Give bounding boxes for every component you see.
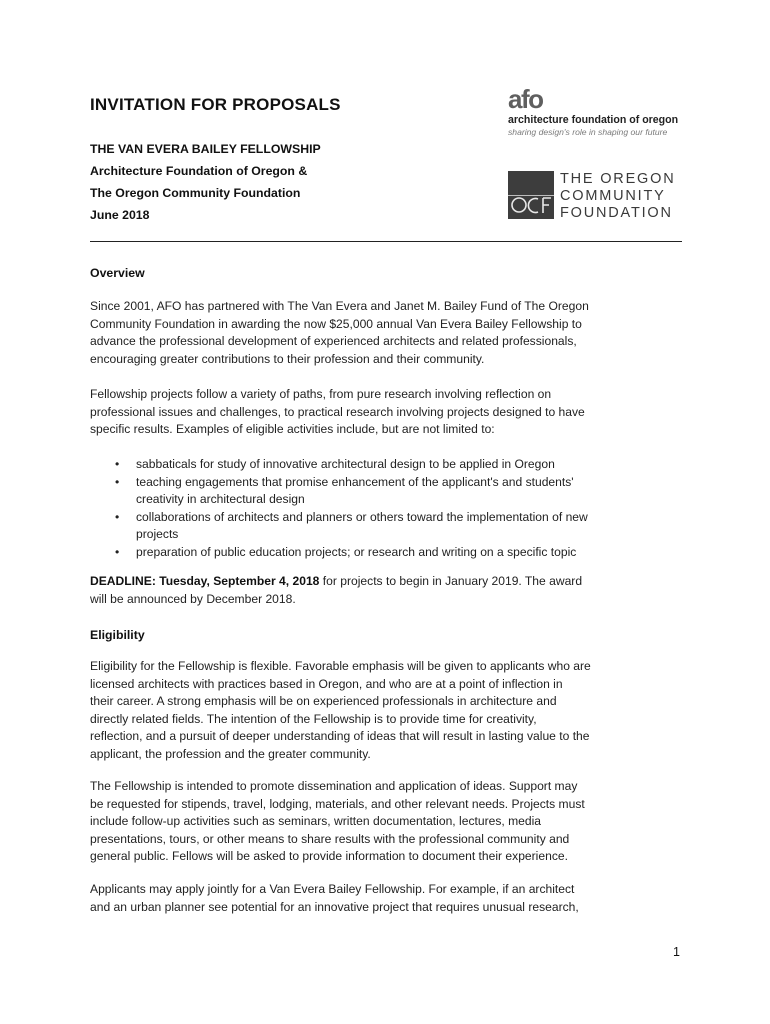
text-line [90,573,682,591]
text-line: include follow-up activities such as seminars, written documentation, lectures, media [90,814,542,828]
afo-logo-mark: afo [508,84,543,114]
overview-paragraph-2 [90,386,682,439]
document-title: INVITATION FOR PROPOSALS [90,95,341,114]
list-item [112,544,684,562]
eligibility-paragraph-1 [90,658,682,763]
text-line: will be announced by December 2018. [90,591,296,606]
ocf-logo-line-3: FOUNDATION [560,205,673,221]
text-line: projects [136,527,179,541]
org-line-2: The Oregon Community Foundation [90,186,301,200]
text-line: directly related fields. The intention of the Fellowship is to provide time for creativity, [90,711,537,726]
eligibility-paragraph-2 [90,778,682,866]
fellowship-name: THE VAN EVERA BAILEY FELLOWSHIP [90,142,321,156]
text-line: Since 2001, AFO has partnered with The Van Evera and Janet M. Bailey Fund of The Oregon [90,299,589,313]
ocf-logo-mark-icon [508,171,554,219]
text-line: Fellowship projects follow a variety of paths, from pure research involving reflection on [90,387,552,401]
bullet-icon: • [115,457,120,471]
text-line: be requested for stipends, travel, lodging, materials, and other relevant needs. Projects must [90,796,585,811]
bullet-icon: • [115,474,120,489]
text-line: and an urban planner see potential for an innovative project that requires unusual research, [90,899,579,914]
text-line: presentations, tours, or other means to share results with the professional community and [90,831,570,846]
text-line: general public. Fellows will be asked to provide information to document their experience. [90,849,568,863]
afo-logo-tagline: sharing design's role in shaping our future [508,127,668,137]
ocf-logo-line-2: COMMUNITY [560,188,666,204]
bullet-icon: • [115,509,120,524]
text-line: applicant, the profession and the greater community. [90,746,371,761]
text-line: teaching engagements that promise enhancement of the applicant's and students' [136,474,574,489]
text-line: The Fellowship is intended to promote dissemination and application of ideas. Support may [90,779,578,793]
text-line: licensed architects with practices based in Oregon, and who are at a point of inflection in [90,676,563,691]
bullet-icon: • [115,544,120,559]
text-line: Eligibility for the Fellowship is flexible. Favorable emphasis will be given to applicants who are [90,659,591,673]
afo-logo [508,86,683,142]
eligibility-heading: Eligibility [90,628,145,642]
text-line: preparation of public education projects; or research and writing on a specific topic [136,544,577,559]
list-item [112,474,684,509]
ocf-logo [508,171,678,221]
deadline-label: DEADLINE: Tuesday, September 4, 2018 [90,574,320,588]
text-line: collaborations of architects and planners or others toward the implementation of new [136,509,588,524]
text-line: creativity in architectural design [136,492,305,506]
text-line: Community Foundation in awarding the now $25,000 annual Van Evera Bailey Fellowship to [90,316,582,331]
text-line: advance the professional development of experienced architects and related professionals, [90,334,577,348]
afo-logo-name: architecture foundation of oregon [508,114,679,126]
ocf-logo-line-1: THE OREGON [560,171,676,187]
deadline-paragraph [90,573,682,608]
deadline-text: for projects to begin in January 2019. The award [319,574,583,588]
text-line: specific results. Examples of eligible activities include, but are not limited to: [90,422,495,436]
text-line: sabbaticals for study of innovative architectural design to be applied in Oregon [136,457,555,471]
text-line: reflection, and a pursuit of deeper understanding of ideas that will result in lasting value to the [90,729,590,743]
text-line: Applicants may apply jointly for a Van Evera Bailey Fellowship. For example, if an architect [90,882,575,896]
document-date: June 2018 [90,208,150,222]
header-divider [90,241,682,242]
eligibility-paragraph-3 [90,881,682,916]
list-item [112,509,684,544]
page-number: 1 [673,945,680,959]
overview-heading: Overview [90,266,145,280]
list-item [112,456,684,474]
org-line-1: Architecture Foundation of Oregon & [90,164,308,178]
text-line: encouraging greater contributions to their profession and their community. [90,351,485,366]
text-line: professional issues and challenges, to practical research involving projects designed to have [90,404,585,419]
overview-paragraph-1 [90,298,682,368]
eligible-activities-list [112,456,684,561]
text-line: their career. A strong emphasis will be on experienced professionals in architecture and [90,694,557,708]
